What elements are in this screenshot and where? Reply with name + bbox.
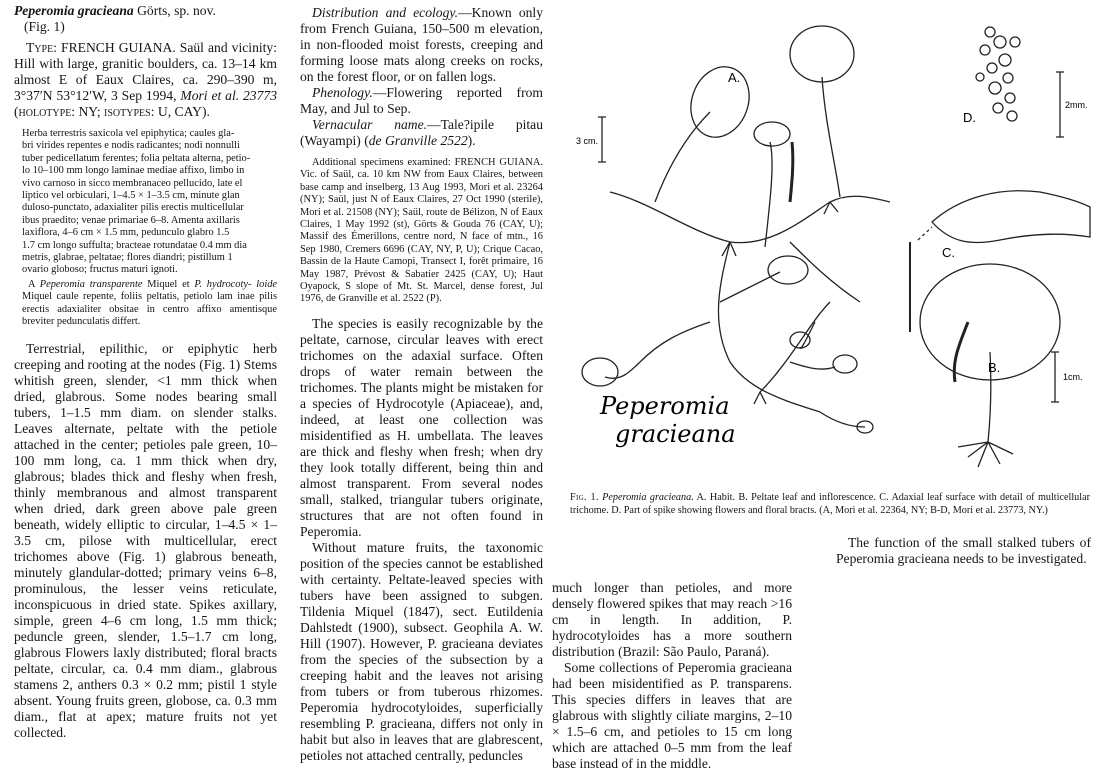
species-name: Peperomia gracieana [14, 3, 134, 18]
continuation-paragraph: much longer than petioles, and more densely flowered spikes that may reach >16 cm in length. In addition, P. hydrocotyloides has a more southern distribution (Brazil: São Paulo, Paraná). [552, 580, 792, 659]
discussion-paragraph-2: Without mature fruits, the taxonomic position of the species cannot be established with certainty. Peltate-leaved species with tubers have been assigned to subgen. Tildenia Miquel (1847), sect. Eutildenia Dahlstedt (1900), subsect. Geophila A. W. Hill (1907). However, P. gracieana deviates from the species of the subsection by a creeping habit and the leaves not arising from tubers or from tuberous rhizomes. Peperomia hydrocotyloides, superficially resembling P. gracieana, differs not only in habit but also in leaves that are glabrescent, petioles not attached centrally, peduncles [300, 539, 543, 763]
column-2 [300, 5, 543, 764]
type-text: FRENCH GUIANA. Saül and vicinity: Hill with large, granitic boulders, ca. 13–14 km almost E of Eaux Claires, ca. 290–390 m, 3°37′N 53°12′W, 3 Sep 1994, [14, 40, 277, 103]
vernacular-paragraph: Vernacular name.—Tale?ipile pitau (Wayampi) (de Granville 2522). [300, 117, 543, 148]
caption-figure-label: Fig. 1. [570, 492, 599, 503]
latin-line: 1.7 cm longo suffulta; bracteae rotundatae 0.4 mm dia [22, 239, 247, 251]
leaf-blade [768, 256, 808, 284]
petiole [765, 142, 772, 247]
scale-label-b: 1cm. [1063, 372, 1083, 382]
leaf-blade [754, 122, 790, 146]
column-1 [14, 3, 277, 741]
latin-line: metris, glabrae, peltatae; flores diandri; pistillum 1 [22, 252, 233, 264]
stem-path [790, 242, 860, 302]
caption-species: Peperomia gracieana [602, 492, 692, 503]
species-heading [14, 3, 277, 35]
latin-diagnosis [14, 128, 277, 277]
distribution-paragraph [300, 5, 543, 85]
latin-line: liptico vel orbiculari, 1–4.5 × 1–3.5 cm, minute glan [22, 190, 240, 202]
latin-line: laxiflora, 4–6 cm × 1.5 mm, pedunculo glabro 1.5 [22, 227, 230, 239]
plant-drawing [560, 2, 1092, 482]
figure-label-d: D. [963, 110, 976, 125]
closing-paragraph: The function of the small stalked tubers of Peperomia gracieana needs to be investigated. [836, 535, 1091, 566]
pointer-line [918, 227, 932, 240]
type-collector: Mori et al. 23773 [180, 88, 277, 103]
stem-path [610, 192, 890, 243]
column-4 [836, 535, 1091, 567]
leaf-blade [790, 332, 810, 348]
leaf-blade [790, 26, 854, 82]
figure-1-illustration [560, 2, 1092, 482]
distribution-text: —Known only from French Guiana, 150–500 m elevation, in non-flooded moist forests, creeping and forming loose mats along creeks on rocks, on the forest floor, or on fallen logs. [300, 5, 543, 84]
type-label: Type: [26, 40, 57, 55]
phenology-text: —Flowering reported from May, and Jul to Sep. [300, 85, 543, 116]
discussion-paragraph-1: The species is easily recognizable by the peltate, carnose, circular leaves with erect trichomes on the adaxial surface. Often drops of water remain between the trichomes. The plants might be mistaken for a species of Hydrocotyle (Apiaceae), and, indeed, at least one collection was misidentified as H. umbellata. The leaves are thick and fleshy when fresh; when dry they look totally different, being thin and almost transparent. From several nodes small, stalked, triangular tubers originate, structures that are not often found in Peperomia. [300, 315, 543, 539]
description-paragraph: Terrestrial, epilithic, or epiphytic herb creeping and rooting at the nodes (Fig. 1) Stems whitish green, slender, <1 mm thick when dried, glabrous. Some nodes bearing small tubers, 1–1.5 mm diam. on slender stalks. Leaves alternate, peltate with the petiole attached in the center; petioles pale green, 10–100 mm long, ca. 1 mm thick when dry, glabrous; blades thick and fleshy when fresh, thinly membranous and almost transparent when dried, dark green above pale green beneath, widely elliptic to circular, 1–4.5 × 1–3.5 cm, pilose with multicellular, erect trichomes above (Fig. 1) glabrous beneath, minutely glandular-dotted; primary veins 6–8, prominulous, the lesser veins reticulate, inconspicuous in dried state. Spikes axillary, simple, green 4–6 cm long, 1.5 mm thick; peduncle green, slender, 1.5–1.7 cm long, glabrous Flowers laxly distributed; floral bracts peltate, circular, ca. 0.4 mm diam., glabrous stamens 2, anthers 0.3 × 0.2 mm; pistil 1 style absent. Young fruits green, globose, ca. 0.3 mm diam., flat at apex; mature fruits not yet collected. [14, 340, 277, 740]
figure-label-b: B. [988, 360, 1001, 375]
stem-path [718, 242, 820, 412]
scale-label-d: 2mm. [1065, 100, 1088, 110]
stem-path [640, 322, 710, 362]
phenology-label: Phenology. [312, 85, 373, 100]
column-3 [552, 580, 792, 772]
roots-b [958, 442, 1013, 467]
caption-text: . A. Habit. B. Peltate leaf and inflorescence. C. Adaxial leaf surface with detail of multicellular trichome. D. Part of spike showing flowers and floral bracts. (A, Mori et al. 22364, NY; B-D, Mori et al. 23773, NY.) [570, 492, 1091, 516]
figure-label-a: A. [728, 70, 741, 85]
leaf-surface-c [932, 191, 1090, 243]
latin-line: vivo carnoso in sicco membranaceo pellucido, late el [22, 177, 243, 189]
handwritten-label-line-2: gracieana [615, 420, 736, 448]
specimens-paragraph: Additional specimens examined: FRENCH GUIANA. Vic. of Saül, ca. 10 km NW from Eaux Claires, between base camp and inselberg, 13 Aug 1993, Mori et al. 23264 (NY); Saül, just N of Eaux Claires, 27 Oct 1990 (sterile), Mori et al. 21508 (NY); Saül, route de Bélizon, N of Eaux Claires, 1 May 1992 (st), Görts & Gouda 76 (CAY, U); Massif des Émerillons, centre nord, N face of mtn., 16 Sep 1980, Cremers 6696 (CAY, NY, P, U); Crique Cacao, Bassin de la Haute Camopi, Transect I, forêt primaire, 16 May 1987, Prévost & Sabatier 2425 (CAY, U); Haut Oyapock, S slope of Mt. St. Marcel, dense forest, Jul 1976, de Granville et al. 2522 (P). [300, 157, 543, 305]
leaf-blade [582, 358, 618, 386]
scale-bar-a [598, 117, 606, 162]
latin-line: Herba terrestris saxicola vel epiphytica; caules gla- [22, 128, 235, 139]
vernacular-label: Vernacular name. [312, 117, 428, 132]
spike [790, 142, 793, 202]
latin-line: tuber pedicellatum ferentes; folia peltata alterna, petio- [22, 152, 251, 164]
latin-line: lo 10–100 mm longo laminae mediae affixo, limbo in [22, 165, 245, 177]
petiole [655, 112, 710, 202]
type-paragraph [14, 40, 277, 120]
figure-reference: (Fig. 1) [24, 19, 65, 34]
handwritten-label-line-1: Peperomia [600, 392, 730, 420]
species-author: Görts, sp. nov. [133, 3, 216, 18]
figure-caption [570, 492, 1090, 517]
latin-line: bri virides repentes e nodis radicantes; nodi nonnulli [22, 140, 240, 152]
latin-differentia: A Peperomia transparente Miquel et P. hydrocoty- loide Miquel caule repente, foliis peltatis, petiolo lam inae pilis erectis adaxialiter obsitae in centro affixo amentisque breviter pedunculatis differt. [22, 278, 278, 328]
leaf-blade [833, 355, 857, 373]
phenology-paragraph [300, 85, 543, 117]
petiole [790, 362, 835, 369]
scale-bar-b [1051, 352, 1059, 402]
latin-line: ibus praedito; venae primariae 6–8. Amenta axillaris [22, 214, 240, 226]
latin-line: ovario globoso; fructus maturi ignoti. [22, 264, 178, 276]
figure-label-c: C. [942, 245, 955, 260]
petiole [605, 362, 640, 378]
flower-cluster-d [976, 27, 1020, 121]
petiole [822, 77, 840, 197]
scale-bar-d [1056, 72, 1064, 137]
latin-line: duloso-punctato, adaxialiter pilis erectis multicellular [22, 202, 244, 214]
misidentification-paragraph: Some collections of Peperomia gracieana had been misidentified as P. transparens. This species differs in leaves that are glabrous with slightly ciliate margins, 2–10 × 1.5–6 cm, and petioles to 15 cm long which are attached 0–5 mm from the leaf base instead of in the middle. [552, 660, 792, 771]
distribution-label: Distribution and ecology. [312, 5, 459, 20]
scale-label-a: 3 cm. [576, 136, 599, 146]
type-holotype: (holotype: NY; isotypes: U, CAY). [14, 104, 210, 119]
